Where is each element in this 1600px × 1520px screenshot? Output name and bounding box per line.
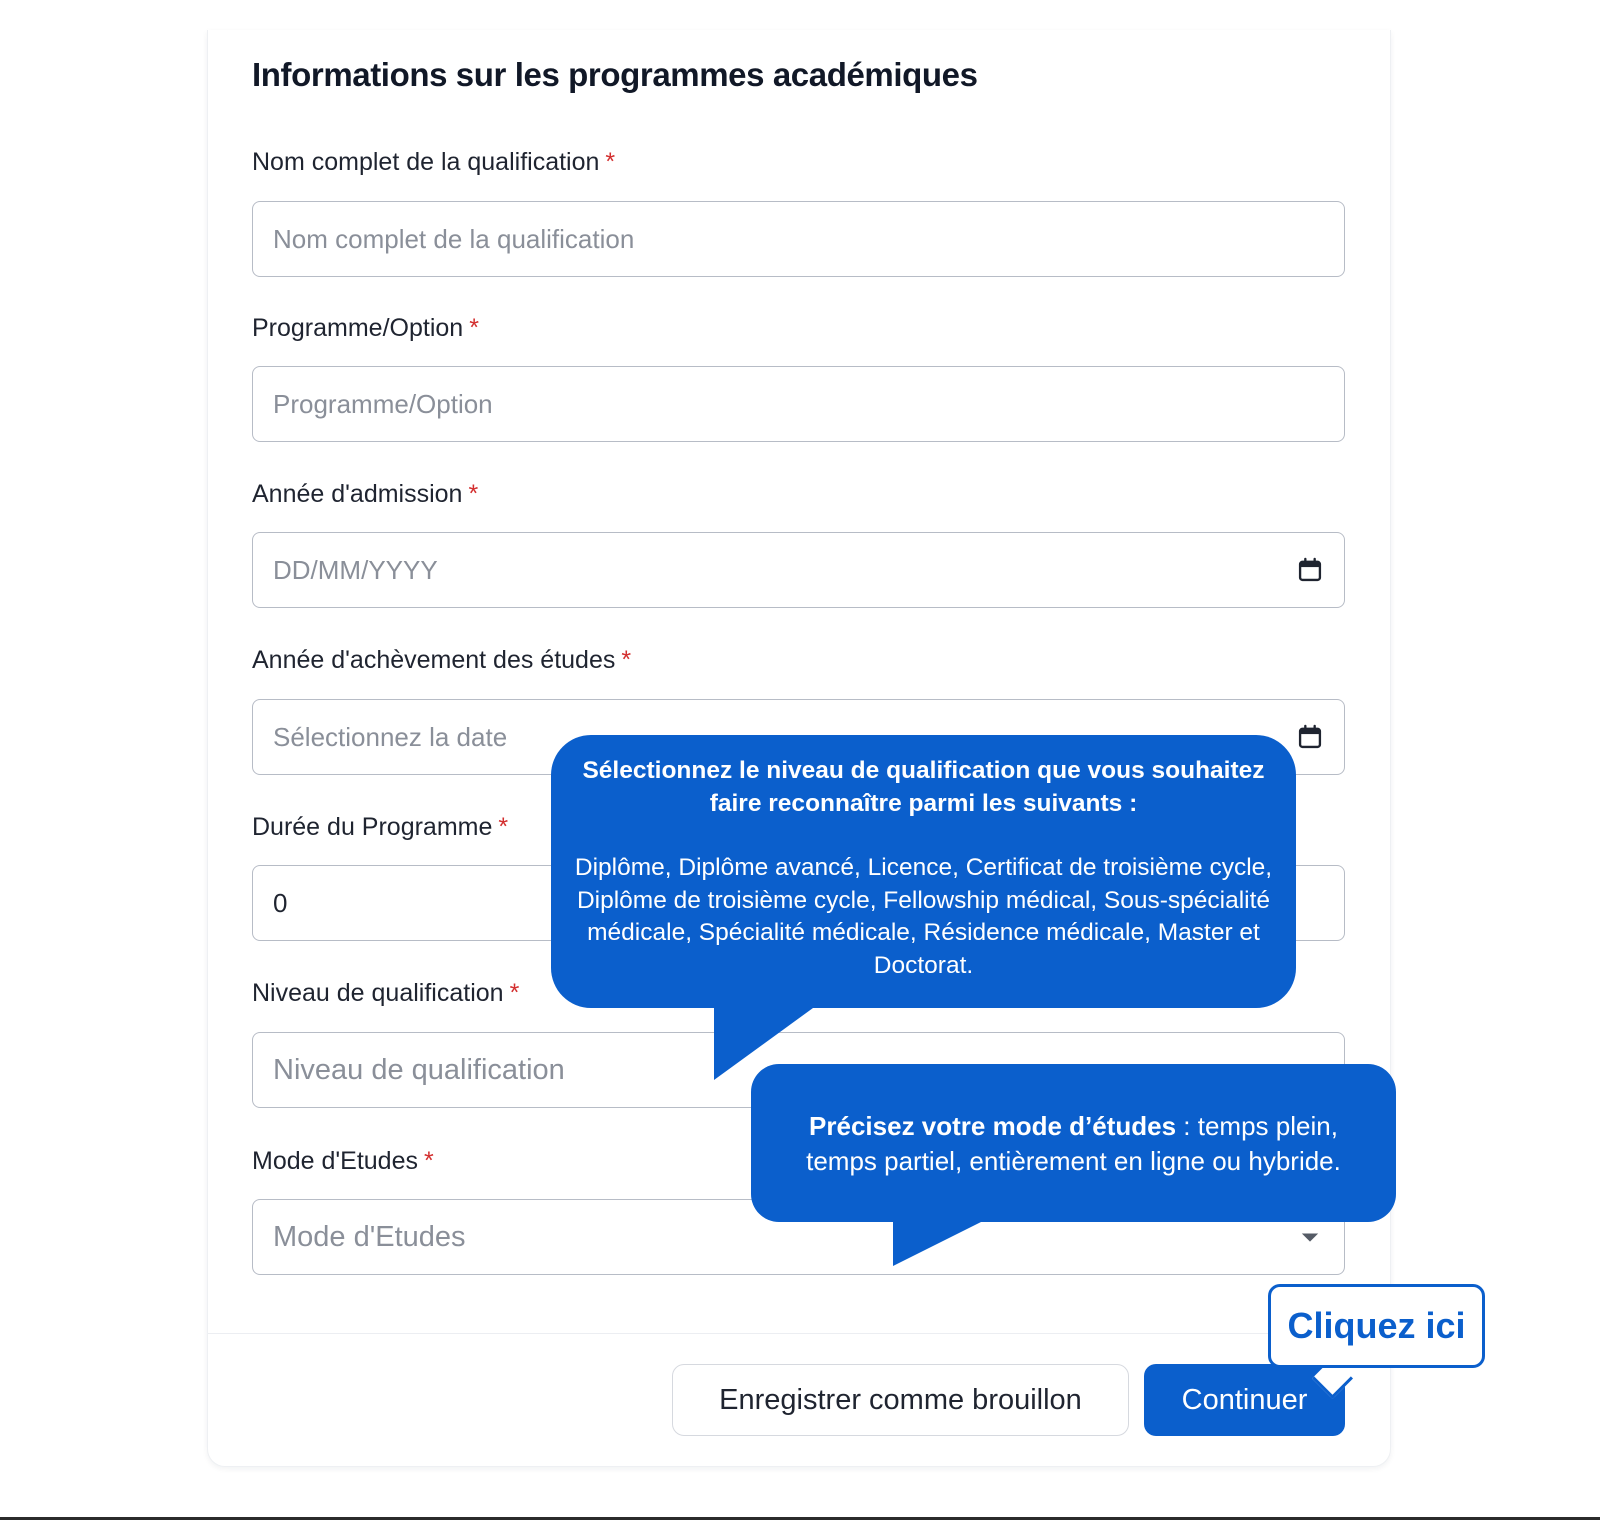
qualification-name-label-text: Nom complet de la qualification xyxy=(252,148,600,176)
mode-tip-strong: Précisez votre mode d’études xyxy=(809,1111,1177,1141)
qualification-name-label xyxy=(252,148,615,177)
study-mode-label-text: Mode d'Etudes xyxy=(252,1147,418,1175)
program-duration-label xyxy=(252,813,508,842)
qualification-name-field[interactable] xyxy=(252,201,1345,277)
qualification-tip-title: Sélectionnez le niveau de qualification que vous souhaitez faire reconnaître parmi les suivants : xyxy=(582,757,1265,817)
required-marker: * xyxy=(468,480,479,508)
admission-year-label-text: Année d'admission xyxy=(252,480,463,508)
qualification-level-label-text: Niveau de qualification xyxy=(252,979,504,1007)
admission-year-field[interactable] xyxy=(252,532,1345,608)
calendar-icon[interactable] xyxy=(1296,556,1324,584)
completion-year-label-text: Année d'achèvement des études xyxy=(252,646,616,674)
caret-down-icon[interactable] xyxy=(1296,1223,1324,1251)
required-marker: * xyxy=(621,646,632,674)
admission-year-input[interactable] xyxy=(273,555,1288,586)
section-title: Informations sur les programmes académiques xyxy=(252,56,978,93)
qualification-tip-bubble xyxy=(551,735,1296,1008)
completion-year-label xyxy=(252,646,631,675)
continue-button[interactable]: Continuer xyxy=(1144,1364,1345,1436)
program-option-label xyxy=(252,314,479,343)
study-mode-label xyxy=(252,1147,434,1176)
study-mode-input[interactable] xyxy=(273,1221,1288,1254)
required-marker: * xyxy=(424,1147,434,1175)
program-option-field[interactable] xyxy=(252,366,1345,442)
mode-tip-bubble xyxy=(751,1064,1396,1222)
footer-divider xyxy=(208,1333,1388,1334)
admission-year-label xyxy=(252,480,478,509)
program-option-input[interactable] xyxy=(273,389,1324,420)
calendar-icon[interactable] xyxy=(1296,723,1324,751)
required-marker: * xyxy=(605,148,616,176)
save-draft-button[interactable]: Enregistrer comme brouillon xyxy=(672,1364,1129,1436)
mode-tip-rest: : temps plein, temps partiel, entièrement en ligne ou hybride. xyxy=(806,1111,1341,1176)
qualification-level-label xyxy=(252,979,519,1008)
mode-tip-tail xyxy=(893,1216,993,1266)
required-marker: * xyxy=(509,979,520,1007)
required-marker: * xyxy=(469,314,479,342)
program-option-label-text: Programme/Option xyxy=(252,314,464,342)
qualification-tip-body: Diplôme, Diplôme avancé, Licence, Certificat de troisième cycle, Diplôme de troisième cycle, Fellowship médical, Sous-spécialité médicale, Spécialité médicale, Résidence médicale, Master et Doctorat. xyxy=(574,854,1273,979)
qualification-name-input[interactable] xyxy=(273,224,1324,255)
required-marker: * xyxy=(498,813,509,841)
program-duration-label-text: Durée du Programme xyxy=(252,813,493,841)
click-here-callout: Cliquez ici xyxy=(1268,1284,1485,1368)
